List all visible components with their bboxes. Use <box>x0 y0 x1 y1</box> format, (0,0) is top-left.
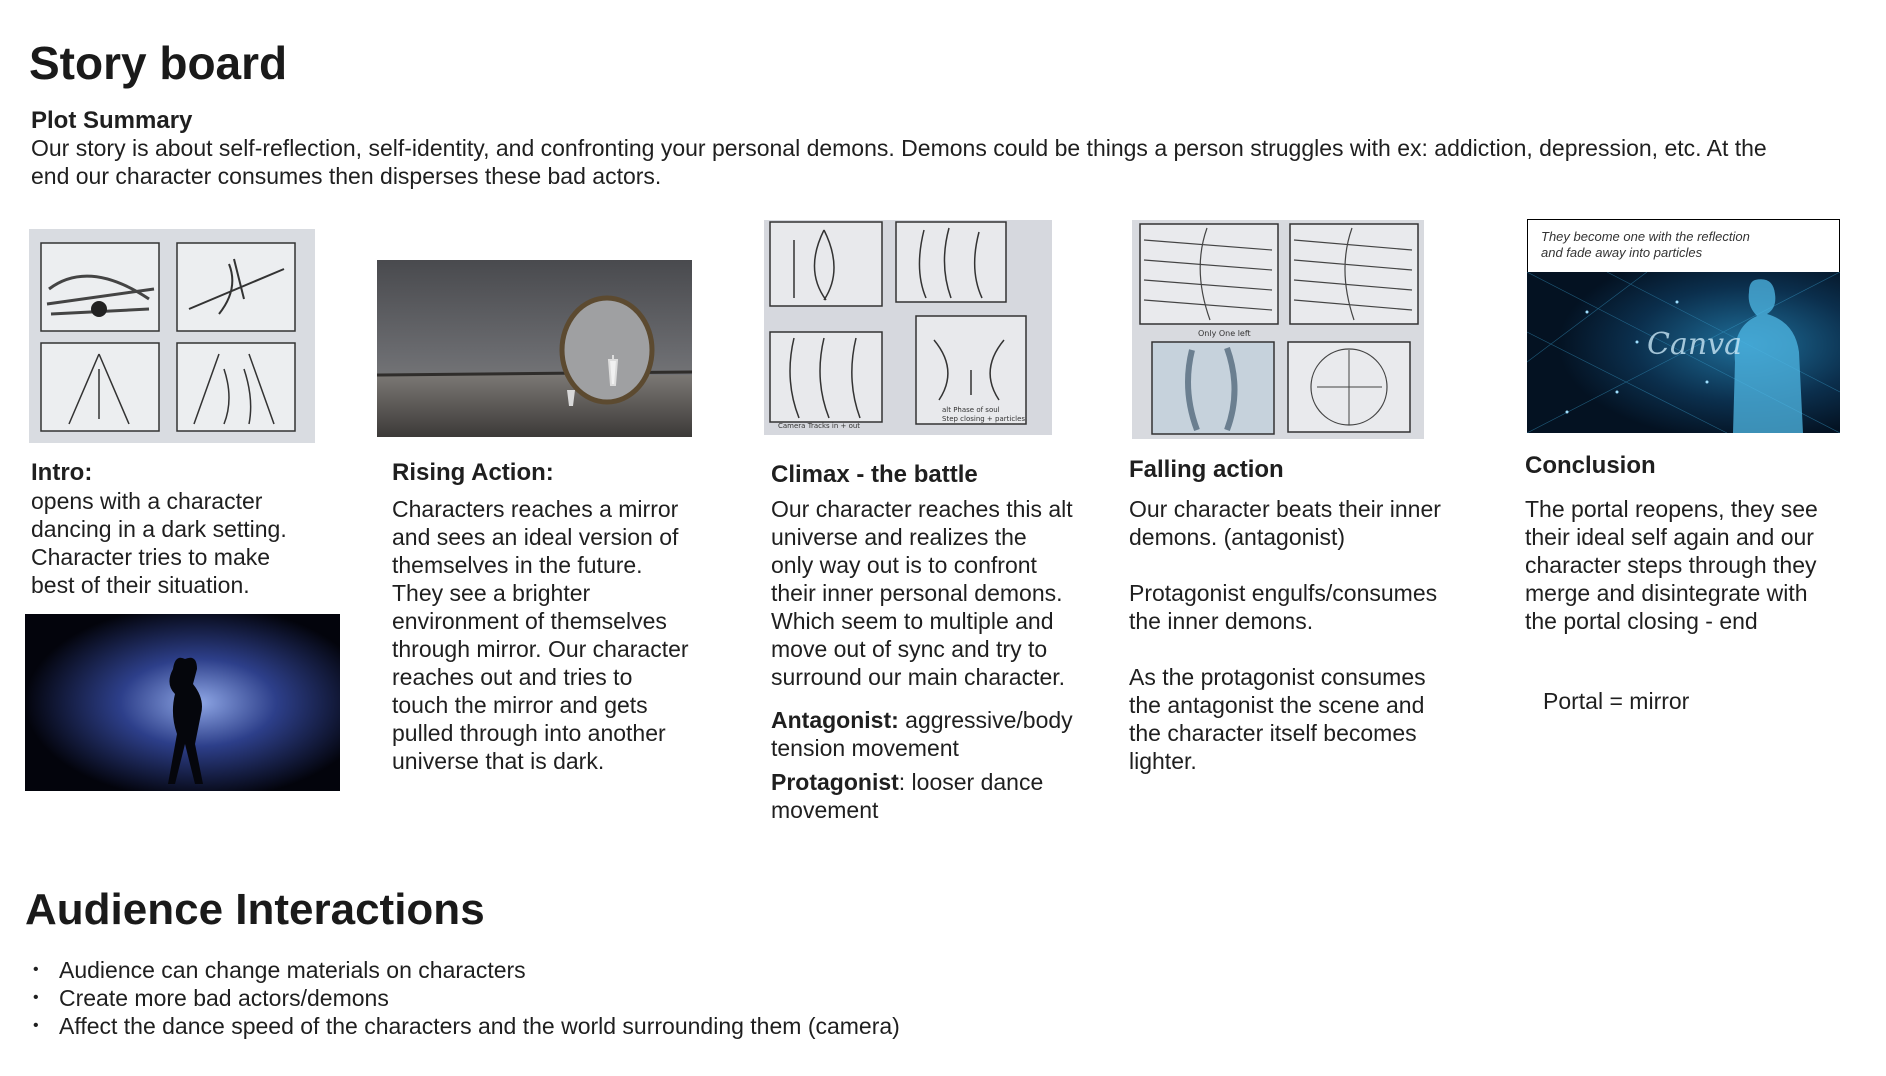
antagonist-text: aggressive/body tension movement <box>771 707 1073 761</box>
rising-text: Characters reaches a mirror and sees an ideal version of themselves in the future. They see a brighter environment of themselves through mirror. Our character reaches out and tries to touch the mirror and gets pulled through into another universe that is dark. <box>392 496 689 774</box>
list-item: • Affect the dance speed of the characters and the world surrounding them (camera) <box>33 1012 900 1040</box>
conclusion-heading: Conclusion <box>1525 452 1656 479</box>
conclusion-caption-line-1: They become one with the reflection <box>1541 229 1750 244</box>
canva-watermark: Canva <box>1647 327 1742 362</box>
intro-storyboard-sketch <box>29 229 315 443</box>
conclusion-caption-line-2: and fade away into particles <box>1541 245 1703 260</box>
intro-dancer-photo <box>25 614 340 791</box>
climax-text: Our character reaches this alt universe and realizes the only way out is to confront their inner personal demons. Which seem to multiple and move out of sync and try to surround our main character. <box>771 496 1073 690</box>
audience-list <box>33 956 900 1040</box>
antagonist-description <box>771 706 1111 762</box>
antagonist-label: Antagonist: <box>771 707 899 733</box>
climax-sketch-label-2: alt Phase of soul <box>942 406 1000 414</box>
falling-text: Our character beats their inner demons. (antagonist) Protagonist engulfs/consumes the inner demons. As the protagonist consumes the antagonist the scene and the character itself becomes lighter. <box>1129 496 1441 774</box>
falling-heading: Falling action <box>1129 456 1284 483</box>
protagonist-description <box>771 768 1111 824</box>
page-title: Story board <box>29 37 288 89</box>
rising-heading: Rising Action: <box>392 459 554 486</box>
plot-summary-heading: Plot Summary <box>31 107 193 134</box>
climax-sketch-label-3: Step closing + particles <box>942 415 1026 423</box>
intro-heading: Intro: <box>31 459 93 486</box>
protagonist-text: : looser dance movement <box>771 769 1044 823</box>
conclusion-particles-image <box>1527 272 1840 433</box>
rising-mirror-photo <box>377 260 692 437</box>
intro-text: opens with a character dancing in a dark setting. Character tries to make best of their situation. <box>31 488 287 598</box>
conclusion-text: The portal reopens, they see their ideal self again and our character steps through they merge and disintegrate with the portal closing - end <box>1525 496 1818 634</box>
falling-sketch-label: Only One left <box>1198 329 1251 338</box>
protagonist-label: Protagonist <box>771 769 899 795</box>
portal-note: Portal = mirror <box>1543 688 1690 714</box>
list-item: • Create more bad actors/demons <box>33 984 900 1012</box>
falling-storyboard-sketch <box>1132 220 1424 439</box>
climax-heading: Climax - the battle <box>771 461 978 488</box>
climax-sketch-label-1: Camera Tracks in + out <box>778 422 861 430</box>
conclusion-image-caption <box>1527 219 1840 274</box>
audience-heading: Audience Interactions <box>25 885 485 934</box>
list-item: • Audience can change materials on characters <box>33 956 900 984</box>
climax-storyboard-sketch <box>764 220 1052 435</box>
plot-summary-text: Our story is about self-reflection, self-identity, and confronting your personal demons. Demons could be things a person struggles with ex: addiction, depression, etc. At the end our character consumes then disperses these bad actors. <box>31 135 1767 189</box>
